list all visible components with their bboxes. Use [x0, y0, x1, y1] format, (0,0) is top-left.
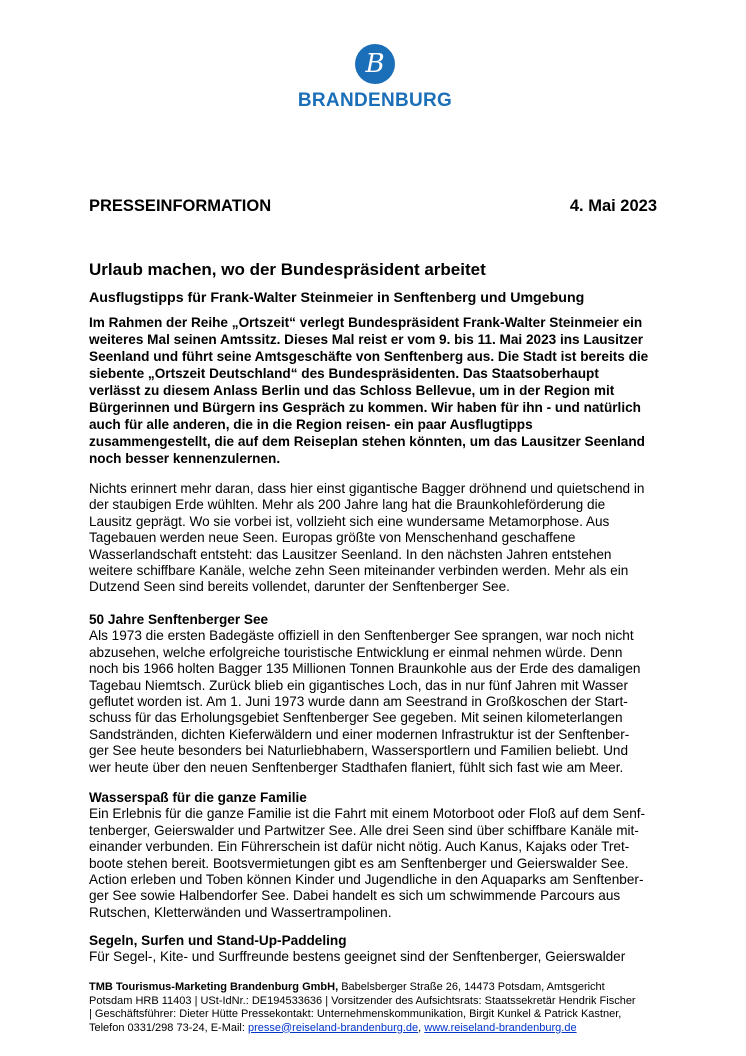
text-line: Dutzend Seen sind bereits vollendet, darunter der Senftenberger See.	[89, 579, 510, 595]
section-3	[89, 933, 669, 966]
text-line: geflutet worden ist. Am 1. Juni 1973 wurde dann am Seestrand in Großkoschen der Start-	[89, 694, 628, 710]
text-line: auch für alle anderen, die in die Region reisen- ein paar Ausflugtipps	[89, 417, 533, 432]
text-line: siebente „Ortszeit Deutschland“ des Bundespräsidenten. Das Staatsoberhaupt	[89, 366, 599, 381]
text-line: Rutschen, Kletterwänden und Wassertrampolinen.	[89, 904, 392, 920]
text-line: der staubigen Erde wühlten. Mehr als 200 Jahre lang hat die Braunkohleförderung die	[89, 497, 606, 513]
section-text	[89, 949, 669, 965]
section-text	[89, 806, 669, 921]
footer	[89, 981, 669, 1035]
text-line: ger See sowie Halbendorfer See. Dabei handelt es sich um schwimmende Parcours aus	[89, 888, 621, 904]
text-line: Wasserlandschaft entsteht: das Lausitzer Seenland. In den nächsten Jahren entstehen	[89, 546, 612, 562]
text-line: Tagebauen werden neue Seen. Europas größte von Menschenhand geschaffene	[89, 530, 576, 546]
text-line: verlässt zu diesem Anlass Berlin und das Schloss Bellevue, um in der Region mit	[89, 383, 615, 398]
text-line: Im Rahmen der Reihe „Ortszeit“ verlegt Bundespräsident Frank-Walter Steinmeier ein	[89, 315, 643, 330]
text-line: noch bis 1966 holten Bagger 135 Millionen Tonnen Braunkohle aus der Erde des damaligen	[89, 661, 641, 677]
email-link[interactable]: presse@reiseland-brandenburg.de	[248, 1021, 419, 1034]
document-date: 4. Mai 2023	[569, 197, 657, 215]
website-link[interactable]: www.reiseland-brandenburg.de	[424, 1021, 577, 1034]
text-line: abzusehen, welche erfolgreiche touristische Entwicklung er einmal nehmen würde. Denn	[89, 644, 623, 660]
text-line: zusammengestellt, die auf dem Reiseplan stehen könnten, um das Lausitzer Seenland	[89, 434, 645, 449]
separator: ,	[418, 1021, 425, 1034]
section-heading: 50 Jahre Senftenberger See	[89, 612, 269, 627]
section-2	[89, 790, 669, 921]
intro-paragraph	[89, 481, 669, 596]
text-line: schuss für das Erholungsgebiet Senftenberger See gegeben. Mit seinen kilometerlangen	[89, 710, 623, 726]
text-line: tenberger, Geierswalder und Partwitzer See. Alle drei Seen sind über schiffbare Kanäle mit-	[89, 822, 639, 838]
text-line: noch besser kennenzulernen.	[89, 451, 281, 466]
brandenburg-logo	[290, 44, 460, 112]
text-line: einander verbunden. Ein Führerschein ist dafür nicht nötig. Auch Kanus, Kajaks oder Tret-	[89, 839, 630, 855]
text-line: boote stehen bereit. Bootsvermietungen gibt es am Senftenberger und Geierswalder See.	[89, 855, 629, 871]
section-1	[89, 612, 669, 776]
logo-text: BRANDENBURG	[297, 90, 453, 111]
text-line: Für Segel-, Kite- und Surffreunde bestens geeignet sind der Senftenberger, Geierswalder	[89, 949, 626, 965]
text-line: Lausitz geprägt. Wo sie vorbei ist, vollzieht sich eine wundersame Metamorphose. Aus	[89, 513, 610, 529]
text-line: ger See heute besonders bei Naturliebhabern, Wassersportlern und Familien beliebt. Und	[89, 743, 629, 759]
text-line: Ein Erlebnis für die ganze Familie ist die Fahrt mit einem Motorboot oder Floß auf dem Senf-	[89, 806, 646, 822]
footer-registry: Potsdam HRB 11403 | USt-IdNr.: DE194533636 | Vorsitzender des Aufsichtsrats: Staatssekretär Hendrik Fischer	[89, 994, 636, 1007]
text-line: weiteres Mal seinen Amtssitz. Dieses Mal reist er vom 9. bis 11. Mai 2023 ins Lausitzer	[89, 332, 644, 347]
text-line: Nichts erinnert mehr daran, dass hier einst gigantische Bagger dröhnend und quietschend in	[89, 481, 645, 496]
page-title: Urlaub machen, wo der Bundespräsident arbeitet	[89, 260, 486, 279]
section-heading: Segeln, Surfen und Stand-Up-Paddeling	[89, 933, 347, 948]
text-line: Sandstränden, dichten Kieferwäldern und einer modernen Infrastruktur ist der Senftenber-	[89, 726, 630, 742]
text-line: Seenland und führt seine Amtsgeschäfte von Senftenberg aus. Die Stadt ist bereits die	[89, 349, 649, 364]
footer-address: Babelsberger Straße 26, 14473 Potsdam, Amtsgericht	[338, 981, 605, 993]
footer-management: | Geschäftsführer: Dieter Hütte Pressekontakt: Unternehmenskommunikation, Birgit Kunkel & Patrick Kastner,	[89, 1008, 622, 1020]
header-row	[89, 197, 657, 216]
logo-mark-icon: B	[355, 44, 395, 84]
text-line: weitere schiffbare Kanäle, welche zehn Seen miteinander verbinden werden. Mehr als ein	[89, 563, 629, 579]
section-text	[89, 628, 669, 776]
text-line: Action erleben und Toben können Kinder und Jugendliche in den Aquaparks am Senftenber-	[89, 872, 644, 888]
lead-paragraph	[89, 314, 669, 467]
footer-phone: Telefon 0331/298 73-24, E-Mail:	[89, 1021, 248, 1034]
text-line: Bürgerinnen und Bürgern ins Gespräch zu kommen. Wir haben für ihn - und natürlich	[89, 400, 641, 415]
section-heading: Wasserspaß für die ganze Familie	[89, 790, 307, 805]
footer-company: TMB Tourismus-Marketing Brandenburg GmbH,	[89, 981, 339, 993]
text-line: Tagebau Niemtsch. Zurück blieb ein gigantisches Loch, das in nur fünf Jahren mit Wasser	[89, 677, 628, 693]
text-line: Als 1973 die ersten Badegäste offiziell in den Senftenberger See sprangen, war noch nicht	[89, 628, 634, 644]
subtitle: Ausflugstipps für Frank-Walter Steinmeier in Senftenberg und Umgebung	[89, 290, 585, 306]
document-type: PRESSEINFORMATION	[89, 197, 272, 215]
text-line: wer heute über den neuen Senftenberger Stadthafen flaniert, fühlt sich fast wie am Meer.	[89, 759, 624, 775]
